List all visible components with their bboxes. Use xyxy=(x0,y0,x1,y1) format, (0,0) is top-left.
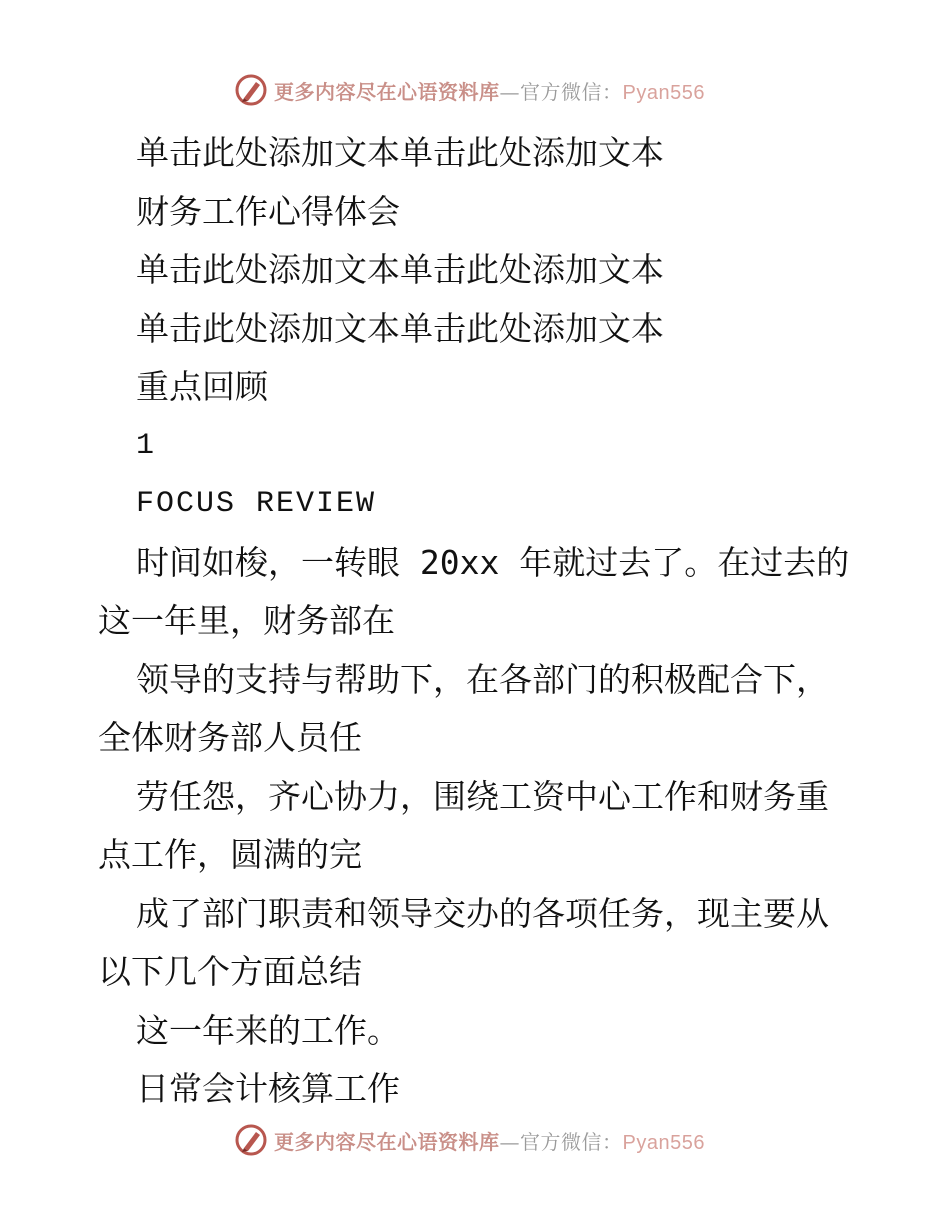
text-line: 重点回顾 xyxy=(136,367,268,406)
paragraph-line: 全体财务部人员任 xyxy=(98,718,362,757)
header-watermark xyxy=(234,72,705,108)
text-line: 1 xyxy=(136,428,157,463)
text-line: 财务工作心得体会 xyxy=(136,191,400,231)
paragraph-line: 领导的支持与帮助下，在各部门的积极配合下， xyxy=(136,659,829,699)
section-heading: 日常会计核算工作 xyxy=(136,1069,400,1108)
watermark-account: Pyan556 xyxy=(622,1131,705,1154)
watermark-dash: — xyxy=(499,1129,520,1154)
text-line: FOCUS REVIEW xyxy=(136,487,377,521)
paragraph-line: 劳任怨，齐心协力，围绕工资中心工作和财务重 xyxy=(136,776,829,816)
text-line: 单击此处添加文本单击此处添加文本 xyxy=(136,308,664,348)
paragraph-line: 以下几个方面总结 xyxy=(98,952,362,991)
watermark-main-text: 更多内容尽在心语资料库 xyxy=(274,79,500,104)
footer-watermark xyxy=(234,1122,705,1158)
watermark-official-label: 官方微信： xyxy=(520,79,623,104)
pen-logo-icon xyxy=(234,73,268,107)
watermark-dash: — xyxy=(499,79,520,104)
paragraph-line: 这一年来的工作。 xyxy=(136,1010,400,1050)
text-line: 单击此处添加文本单击此处添加文本 xyxy=(136,250,664,289)
watermark-official-label: 官方微信： xyxy=(520,1129,623,1154)
paragraph-line: 成了部门职责和领导交办的各项任务，现主要从 xyxy=(136,893,829,933)
text-line: 单击此处添加文本单击此处添加文本 xyxy=(136,133,664,172)
document-body xyxy=(98,124,858,1119)
pen-logo-icon xyxy=(234,1123,268,1157)
paragraph-line: 时间如梭，一转眼 20xx 年就过去了。在过去的 xyxy=(136,542,850,582)
watermark-main-text: 更多内容尽在心语资料库 xyxy=(274,1129,500,1154)
paragraph-line: 这一年里，财务部在 xyxy=(98,601,395,640)
watermark-account: Pyan556 xyxy=(622,81,705,104)
paragraph-line: 点工作，圆满的完 xyxy=(98,835,362,874)
